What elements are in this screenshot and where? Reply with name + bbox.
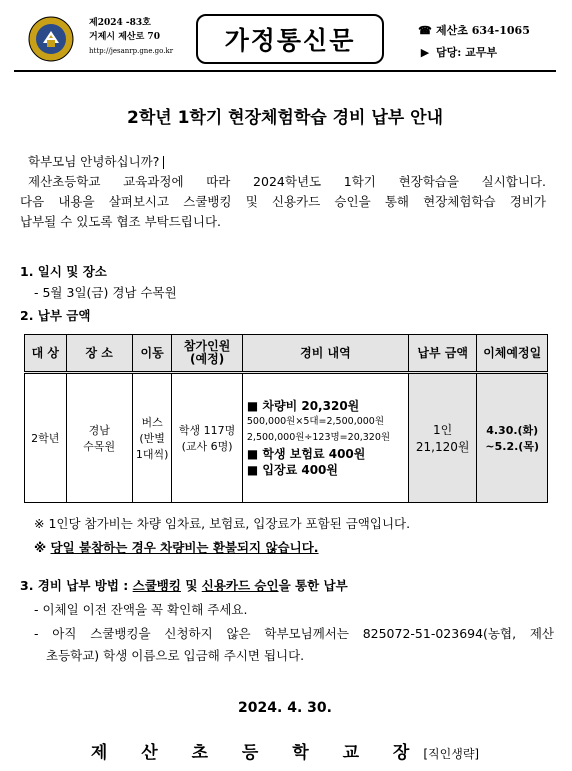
col-target: 대 상 (25, 335, 67, 373)
department-contact: 담당: 교무부 (436, 46, 498, 59)
issue-number: 제2024 -83호 (89, 18, 151, 28)
bus-calc-2: 2,500,000원÷123명=20,320원 (246, 432, 391, 443)
fee-table (24, 334, 548, 503)
col-details: 경비 내역 (242, 335, 408, 373)
section-2-heading: 2. 납부 금액 (20, 308, 91, 323)
section-3-item-1: - 이체일 이전 잔액을 꼭 확인해 주세요. (34, 602, 248, 617)
section-1-detail: - 5월 3일(금) 경남 수목원 (34, 285, 177, 300)
school-phone: 제산초 634-1065 (436, 24, 530, 37)
intro-line-1: 제산초등학교 교육과정에 따라 2024학년도 1학기 현장학습을 실시합니다. (28, 174, 546, 189)
cell-details (242, 373, 408, 503)
col-transport: 이동 (132, 335, 171, 373)
refund-note: ※ 당일 불참하는 경우 차량비는 환불되지 않습니다. (34, 540, 319, 555)
cost-note: ※ 1인당 참가비는 차량 임차료, 보험료, 입장료가 포함된 금액입니다. (34, 516, 411, 531)
newsletter-header (14, 6, 556, 72)
section-1-heading: 1. 일시 및 장소 (20, 264, 107, 279)
section-3-item-2b: 초등학교) 학생 이름으로 입금해 주시면 됩니다. (46, 648, 305, 663)
contact-info (418, 20, 530, 64)
table-header-row (25, 335, 548, 373)
greeting: 학부모님 안녕하십니까? (28, 154, 160, 169)
insurance-fee: ■ 학생 보험료 400원 (246, 447, 366, 461)
school-address: 거제시 제산로 70 (89, 32, 160, 42)
admission-fee: ■ 입장료 400원 (246, 463, 339, 477)
intro-line-3: 납부될 수 있도록 협조 부탁드립니다. (20, 214, 221, 229)
section-3-item-2a: - 아직 스쿨뱅킹을 신청하지 않은 학부모님께서는 825072-51-023694(농협, 제산 (34, 626, 554, 641)
intro-paragraph (20, 152, 546, 232)
bus-fee: ■ 차량비 20,320원 (246, 399, 360, 413)
section-3-heading: 3. 경비 납부 방법 : 스쿨뱅킹 및 신용카드 승인을 통한 납부 (20, 578, 348, 593)
newsletter-title: 가정통신문 (196, 14, 384, 64)
col-place: 장 소 (66, 335, 132, 373)
cell-withdrawal-date: 4.30.(화) ~5.2.(목) (477, 373, 548, 503)
school-logo (28, 16, 74, 62)
seal-omitted: [직인생략] (423, 747, 480, 761)
col-withdrawal-date: 이체예정일 (477, 335, 548, 373)
issue-date: 2024. 4. 30. (238, 700, 332, 716)
phone-icon: ☎ (418, 24, 432, 37)
bus-calc-1: 500,000원×5대=2,500,000원 (246, 416, 385, 427)
school-info (89, 16, 173, 58)
school-url[interactable]: http://jesanrp.gne.go.kr (89, 47, 174, 55)
cell-participants: 학생 117명 (교사 6명) (172, 373, 243, 503)
table-row (25, 373, 548, 503)
principal-signature: 제 산 초 등 학 교 장[직인생략] (90, 743, 480, 763)
col-participants: 참가인원 (예정) (172, 335, 243, 373)
col-amount: 납부 금액 (408, 335, 476, 373)
cell-transport: 버스 (반별 1대씩) (132, 373, 171, 503)
cell-target: 2학년 (25, 373, 67, 503)
cell-amount: 1인 21,120원 (408, 373, 476, 503)
page-title: 2학년 1학기 현장체험학습 경비 납부 안내 (126, 108, 443, 128)
newsletter-page (14, 6, 556, 764)
cell-place: 경남 수목원 (66, 373, 132, 503)
triangle-right-icon: ▶ (420, 46, 430, 59)
text-cursor (163, 156, 164, 169)
intro-line-2: 다음 내용을 살펴보시고 스쿨뱅킹 및 신용카드 승인을 통해 현장체험학습 경비가 (20, 194, 546, 209)
